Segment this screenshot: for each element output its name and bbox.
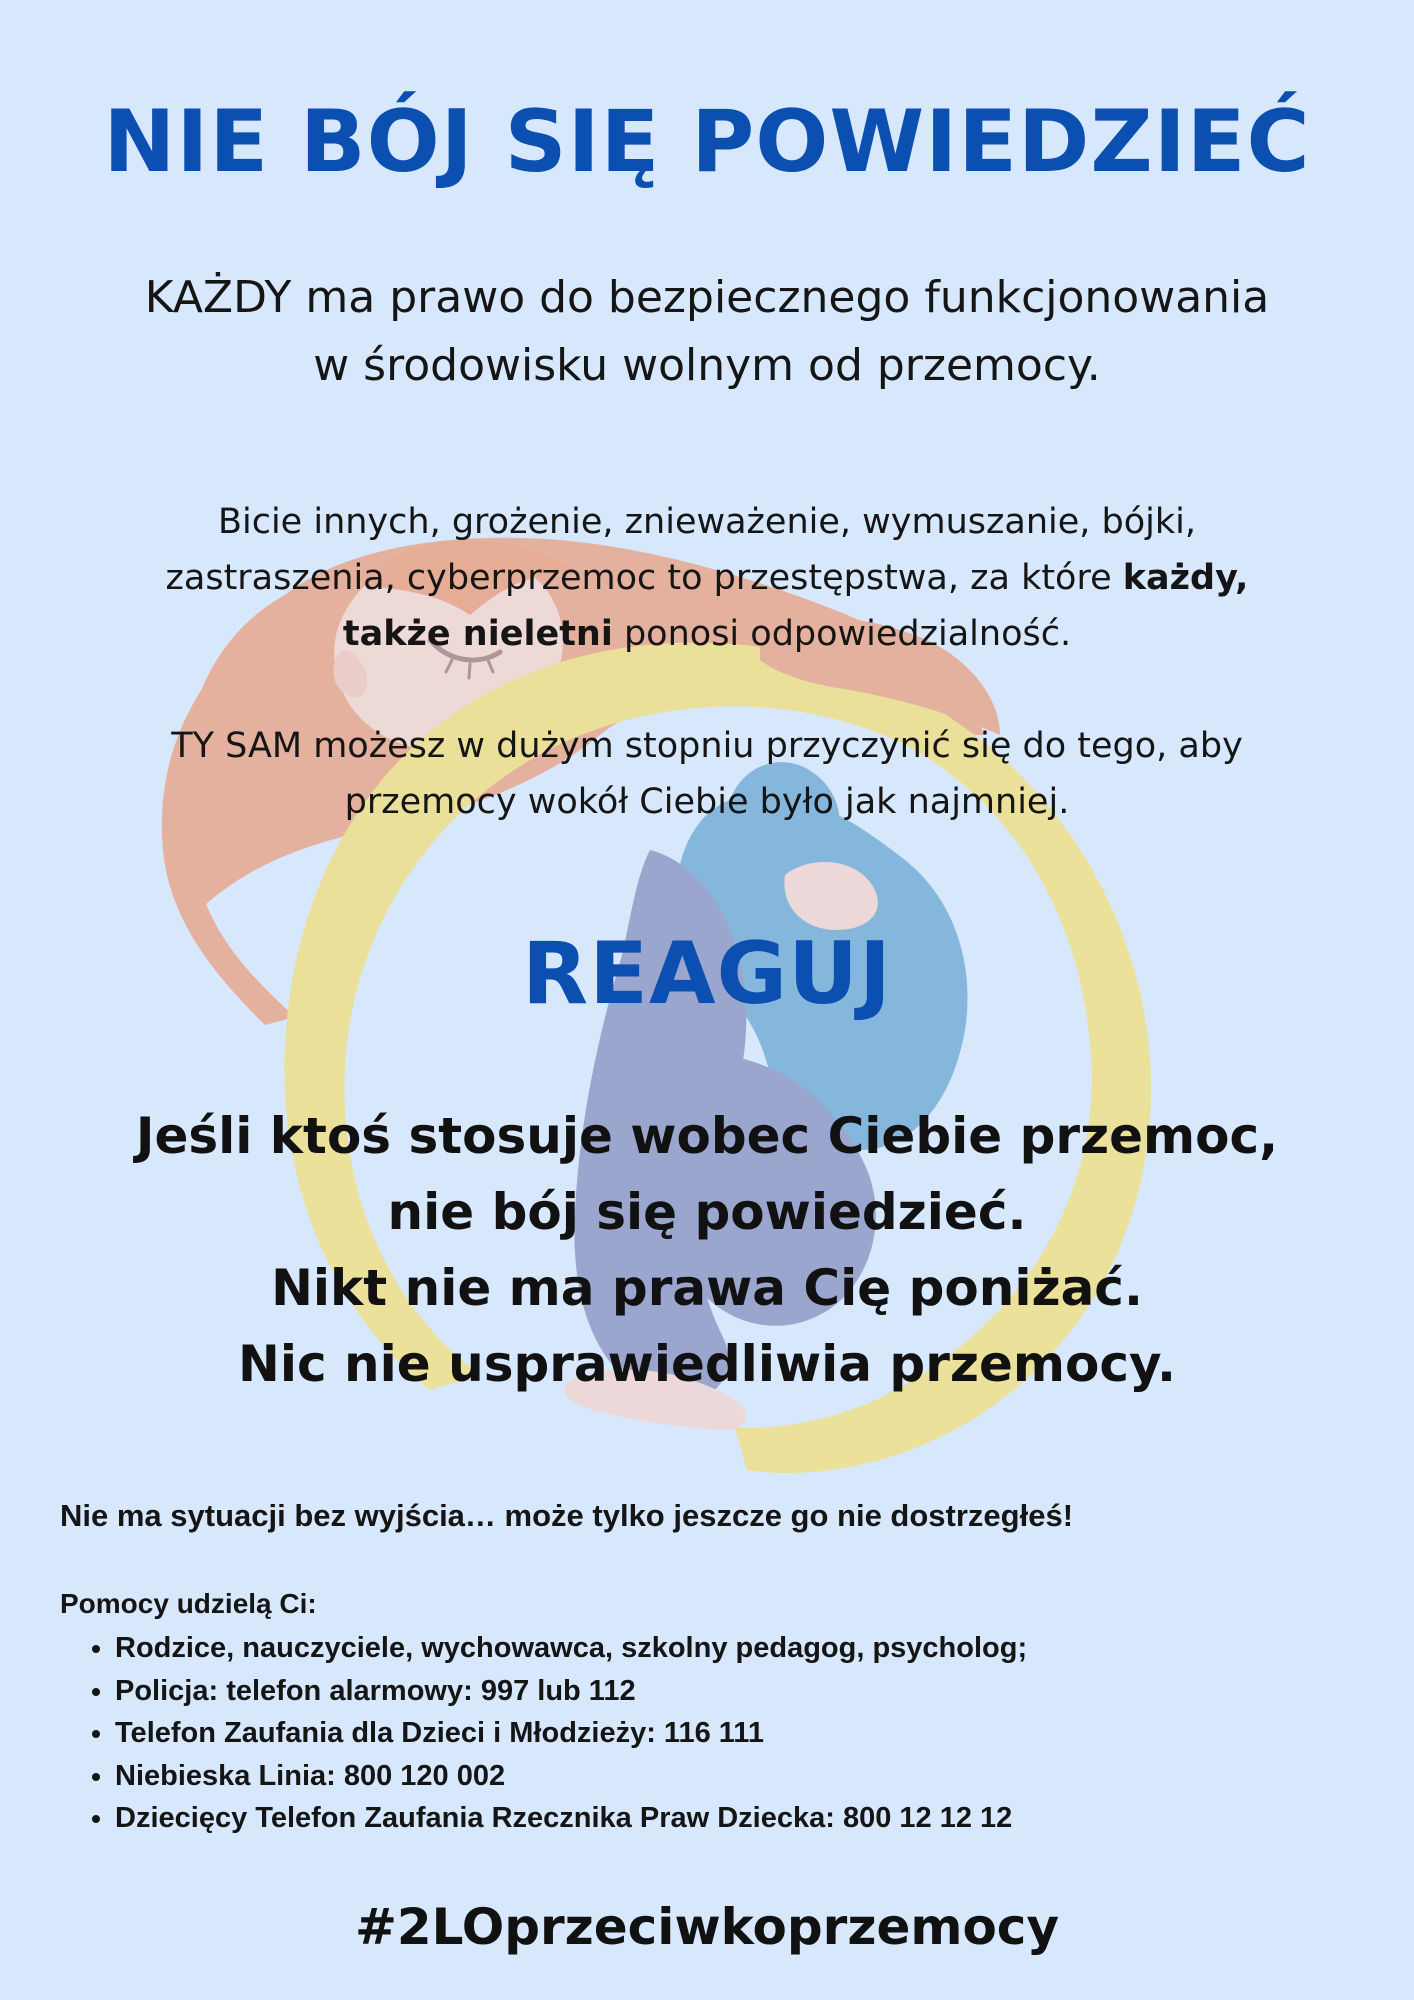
self-help-line-1: TY SAM możesz w dużym stopniu przyczynić się do tego, aby — [171, 726, 1243, 766]
help-item-blue-line: • Niebieska Linia: 800 120 002 — [115, 1755, 1295, 1798]
no-dead-end-message: Nie ma sytuacji bez wyjścia… może tylko jeszcze go nie dostrzegłeś! — [60, 1498, 1074, 1533]
self-help-paragraph — [0, 718, 1414, 830]
violence-paragraph-line-1: Bicie innych, grożenie, znieważenie, wymuszanie, bójki, — [217, 502, 1196, 542]
intro-line-2: w środowisku wolnym od przemocy. — [313, 340, 1101, 391]
help-contact-list — [60, 1627, 1295, 1840]
support-message — [0, 1098, 1414, 1402]
support-message-line-4: Nic nie usprawiedliwia przemocy. — [238, 1335, 1176, 1393]
violence-crimes-paragraph — [0, 494, 1414, 662]
help-item-school-staff: • Rodzice, nauczyciele, wychowawca, szkolny pedagog, psycholog; — [115, 1627, 1295, 1670]
violence-paragraph-line-2-text: zastraszenia, cyberprzemoc to przestępstwa, za które — [165, 558, 1123, 598]
support-message-line-1: Jeśli ktoś stosuje wobec Ciebie przemoc, — [135, 1107, 1279, 1165]
main-title: NIE BÓJ SIĘ POWIEDZIEĆ — [103, 92, 1311, 192]
reaguj-heading: REAGUJ — [522, 924, 892, 1024]
self-help-line-2: przemocy wokół Ciebie było jak najmniej. — [344, 782, 1070, 822]
intro-line-1: KAŻDY ma prawo do bezpiecznego funkcjonowania — [144, 272, 1270, 323]
violence-paragraph-line-3 — [0, 606, 1414, 662]
violence-paragraph-emphasis-nieletni: także nieletni — [342, 614, 613, 654]
help-item-youth-trust-phone: • Telefon Zaufania dla Dzieci i Młodzieży: 116 111 — [115, 1712, 1295, 1755]
help-heading: Pomocy udzielą Ci: — [60, 1588, 317, 1619]
campaign-hashtag: #2LOprzeciwkoprzemocy — [354, 1898, 1060, 1956]
support-message-line-3: Nikt nie ma prawa Cię poniżać. — [271, 1259, 1143, 1317]
violence-paragraph-line-3-text: ponosi odpowiedzialność. — [612, 614, 1072, 654]
help-item-childrens-ombudsman-phone: • Dziecięcy Telefon Zaufania Rzecznika Praw Dziecka: 800 12 12 12 — [115, 1797, 1295, 1840]
help-item-police: • Policja: telefon alarmowy: 997 lub 112 — [115, 1670, 1295, 1713]
violence-paragraph-emphasis-kazdy: każdy, — [1122, 558, 1249, 598]
intro-statement — [0, 264, 1414, 400]
support-message-line-2: nie bój się powiedzieć. — [387, 1183, 1027, 1241]
violence-paragraph-line-2 — [0, 550, 1414, 606]
